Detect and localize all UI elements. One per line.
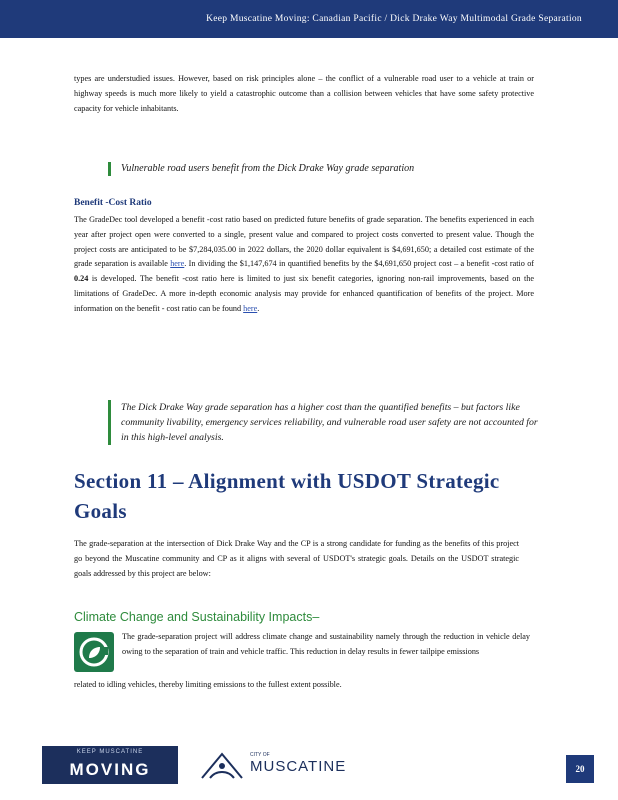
section-11-title: Section 11 – Alignment with USDOT Strategic Goals xyxy=(74,469,500,523)
climate-leaf-icon xyxy=(74,632,114,672)
climate-text-continued: related to idling vehicles, thereby limiting emissions to the fullest extent possible. xyxy=(74,680,342,689)
bc-text-4: . xyxy=(257,303,260,313)
section-11-paragraph: The grade-separation at the intersection of Dick Drake Way and the CP is a strong candidate for funding as the benefits of this project go beyond the Muscatine community and CP as it aligns with several of USDOT's strategic goals. Details on the USDOT strategic goals addressed by this project are below: xyxy=(74,539,519,578)
benefit-cost-heading: Benefit -Cost Ratio xyxy=(74,198,152,208)
document-title: Keep Muscatine Moving: Canadian Pacific / Dick Drake Way Multimodal Grade Separation xyxy=(206,14,582,24)
bc-info-link[interactable]: here xyxy=(243,303,258,313)
climate-text: The grade-separation project will address climate change and sustainability namely through the reduction in vehicle delay owing to the separation of train and vehicle traffic. This reduction in delay results in fewer tailpipe emissions xyxy=(122,632,530,656)
logo-small-text: KEEP MUSCATINE xyxy=(76,749,144,755)
logo-big-text: MOVING xyxy=(69,760,151,779)
climate-heading: Climate Change and Sustainability Impacts– xyxy=(74,610,320,624)
benefit-cost-paragraph xyxy=(74,213,534,317)
page-number: 20 xyxy=(566,755,594,783)
cost-estimate-link[interactable]: here xyxy=(170,259,185,269)
muscatine-label: MUSCATINE xyxy=(250,758,347,775)
callout-cost-note: The Dick Drake Way grade separation has a higher cost than the quantified benefits – but factors like community livability, emergency services reliability, and vulnerable road user safety are not accounted for in this high-level analysis. xyxy=(108,400,546,445)
keep-muscatine-moving-logo xyxy=(42,746,178,784)
city-of-muscatine-logo-icon xyxy=(200,750,244,780)
bc-ratio-value: 0.24 xyxy=(74,274,89,284)
bc-text-3: is developed. The benefit -cost ratio here is limited to just six benefit categories, ignoring non-rail improvements, based on the limitations of GradeDec. A more in-depth economic analysis may provide for enhanced quantification of benefits of the project. More information on the benefit - cost ratio can be found xyxy=(74,274,535,313)
city-of-label: CITY OF xyxy=(250,752,270,758)
callout-vulnerable-users: Vulnerable road users benefit from the Dick Drake Way grade separation xyxy=(108,162,531,176)
bc-text-1: The GradeDec tool developed a benefit -cost ratio based on predicted future benefits of grade separation. The benefits experienced in each year after project open were converted to a single, present value and compared to project costs converted to present value. Though the project costs are anticipated to be $7,284,035.00 in 2022 dollars, the 2020 dollar equivalent is $4,691,650; a detailed cost estimate of the grade separation is available xyxy=(74,215,534,269)
page-header-bar xyxy=(0,0,618,38)
bc-text-2: . In dividing the $1,147,674 in quantified benefits by the $4,691,650 project cost – a benefit -cost ratio of xyxy=(184,259,535,269)
intro-paragraph: types are understudied issues. However, based on risk principles alone – the conflict of a vulnerable road user to a vehicle at train or highway speeds is much more likely to yield a catastrophic outcome than a collision between vehicles that have some safety protective capacity for vehicle inhabitants. xyxy=(74,74,534,113)
